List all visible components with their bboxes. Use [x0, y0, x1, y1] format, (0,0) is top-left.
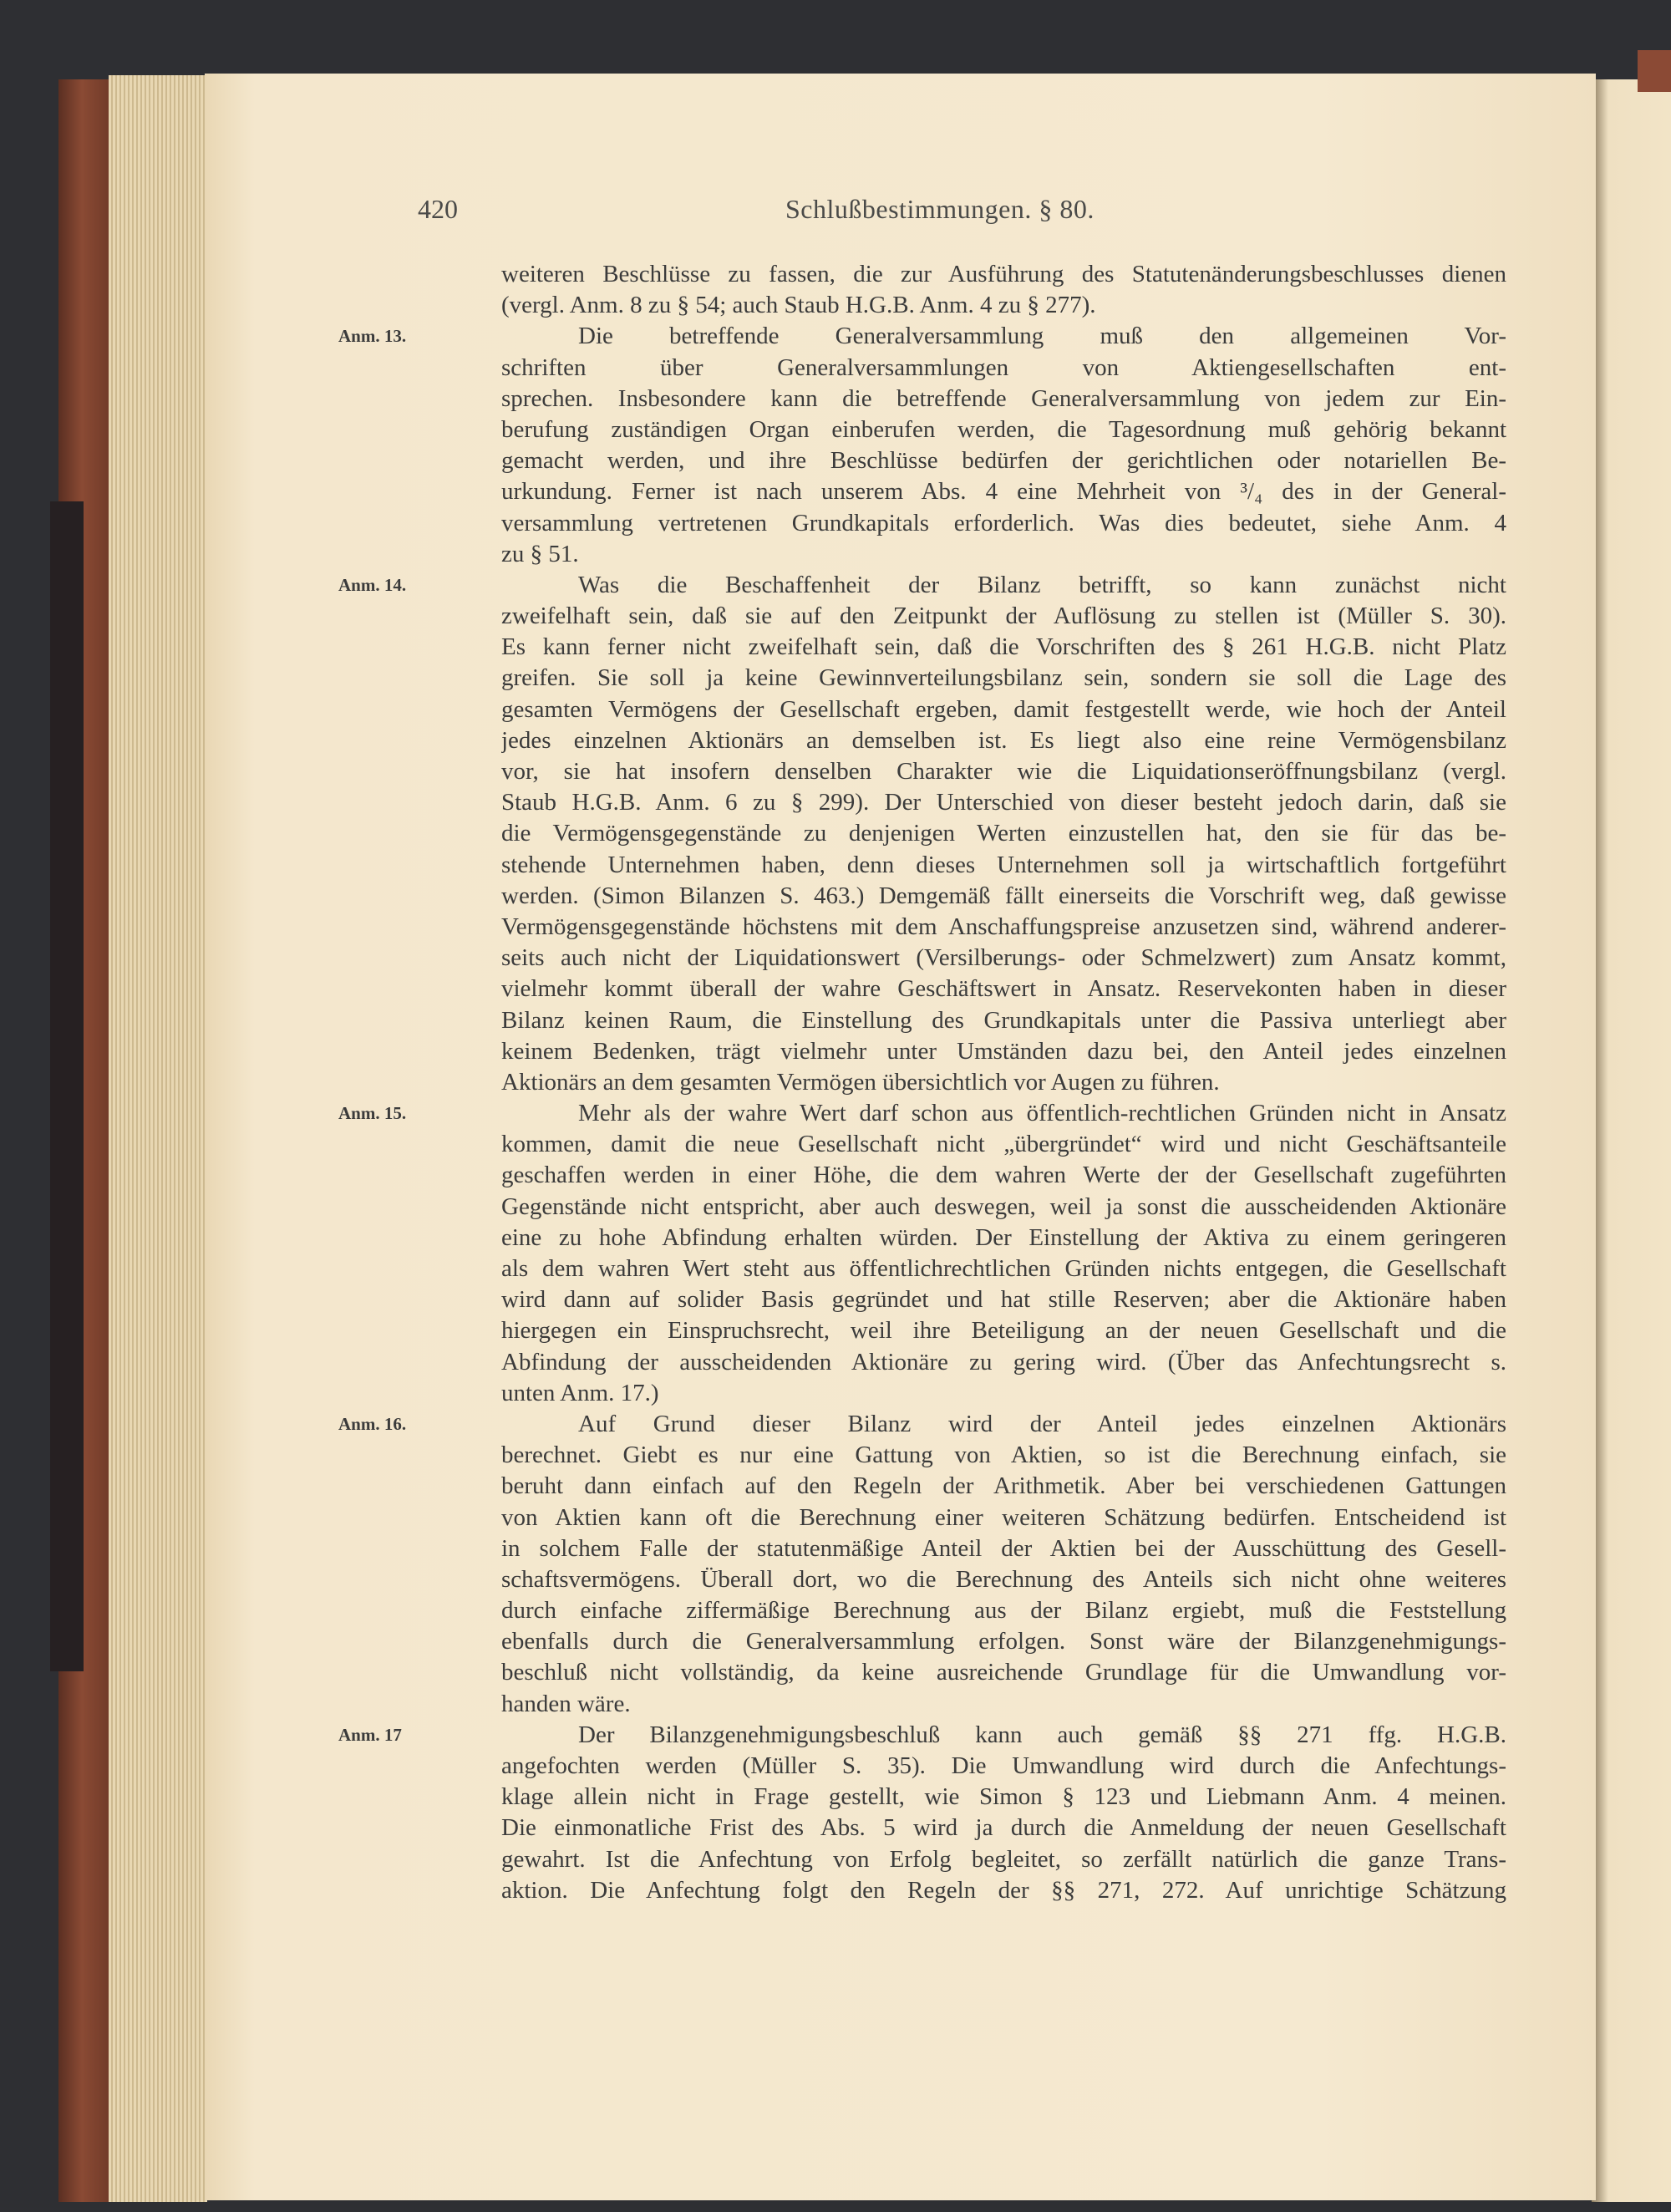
text-line: schriften über Generalversammlungen von Aktiengesellschaften ent-: [501, 353, 1506, 381]
text-line: zu § 51.: [501, 540, 579, 567]
text-line: beschluß nicht vollständig, da keine ausreichende Grundlage für die Umwandlung vor-: [501, 1659, 1506, 1686]
text-line: seits auch nicht der Liquidationswert (Versilberungs- oder Schmelzwert) zum Ansatz kommt,: [501, 944, 1506, 972]
text-line: versammlung vertretenen Grundkapitals erforderlich. Was dies bedeutet, siehe Anm. 4: [501, 509, 1506, 536]
text-line: als dem wahren Wert steht aus öffentlichrechtlichen Gründen nichts entgegen, die Gesellschaft: [501, 1255, 1506, 1282]
text-line: vor, sie hat insofern denselben Charakter wie die Liquidationseröffnungsbilanz (vergl.: [501, 758, 1506, 785]
running-head: Schlußbestimmungen. § 80.: [785, 194, 1095, 224]
text-line: in solchem Falle der statutenmäßige Anteil der Aktien bei der Ausschüttung des Gesell-: [501, 1534, 1506, 1562]
body-text: [338, 259, 1506, 1906]
cover-corner: [1638, 50, 1671, 92]
text-line: sprechen. Insbesondere kann die betreffende Generalversammlung von jedem zur Ein-: [501, 384, 1506, 412]
text-line: Auf Grund dieser Bilanz wird der Anteil jedes einzelnen Aktionärs: [578, 1410, 1506, 1437]
margin-note-label: Anm. 16.: [338, 1413, 407, 1434]
text-line: schaftsvermögens. Überall dort, wo die Berechnung des Anteils sich nicht ohne weiteres: [501, 1565, 1506, 1593]
text-line: kommen, damit die neue Gesellschaft nicht „übergründet“ wird und nicht Geschäftsanteile: [501, 1131, 1506, 1158]
text-line: berufung zuständigen Organ einberufen werden, die Tagesordnung muß gehörig bekannt: [501, 415, 1506, 443]
text-line: beruht dann einfach auf den Regeln der Arithmetik. Aber bei verschiedenen Gattungen: [501, 1472, 1506, 1500]
text-line: stehende Unternehmen haben, denn dieses Unternehmen soll ja wirtschaftlich fortgeführt: [501, 851, 1506, 878]
text-line: Staub H.G.B. Anm. 6 zu § 299). Der Unterschied von dieser besteht jedoch darin, daß sie: [501, 789, 1506, 816]
text-line: gewahrt. Ist die Anfechtung von Erfolg begleitet, so zerfällt natürlich die ganze Trans-: [501, 1845, 1506, 1873]
annotation-section: [338, 570, 1506, 1098]
text-line: von Aktien kann oft die Berechnung einer weiteren Schätzung bedürfen. Entscheidend ist: [501, 1503, 1506, 1531]
text-line: durch einfache ziffermäßige Berechnung aus der Bilanz ergiebt, muß die Feststellung: [501, 1597, 1506, 1625]
text-line: Aktionärs an dem gesamten Vermögen übersichtlich vor Augen zu führen.: [501, 1068, 1220, 1096]
text-line: Was die Beschaffenheit der Bilanz betrifft, so kann zunächst nicht: [578, 571, 1506, 598]
text-line: klage allein nicht in Frage gestellt, wie Simon § 123 und Liebmann Anm. 4 meinen.: [501, 1783, 1506, 1811]
facing-page-edge: [1592, 79, 1671, 2202]
text-line: berechnet. Giebt es nur eine Gattung von Aktien, so ist die Berechnung einfach, sie: [501, 1442, 1506, 1469]
text-line: unten Anm. 17.): [501, 1379, 659, 1406]
text-line: eine zu hohe Abfindung erhalten würden. Der Einstellung der Aktiva zu einem geringeren: [501, 1223, 1506, 1251]
text-line: Gegenstände nicht entspricht, aber auch deswegen, weil ja sonst die ausscheidenden Aktionäre: [501, 1192, 1506, 1220]
text-line: Der Bilanzgenehmigungsbeschluß kann auch gemäß §§ 271 ffg. H.G.B.: [578, 1721, 1506, 1748]
text-line: Abfindung der ausscheidenden Aktionäre zu gering wird. (Über das Anfechtungsrecht s.: [501, 1348, 1506, 1376]
text-line: hiergegen ein Einspruchsrecht, weil ihre Beteiligung an der neuen Gesellschaft und die: [501, 1317, 1506, 1345]
page-stack-edge: [109, 75, 207, 2202]
text-line: angefochten werden (Müller S. 35). Die Umwandlung wird durch die Anfechtungs-: [501, 1752, 1506, 1779]
annotation-section: [338, 1098, 1506, 1409]
annotation-section: [338, 1720, 1506, 1906]
text-line: wird dann auf solider Basis gegründet und hat stille Reserven; aber die Aktionäre haben: [501, 1286, 1506, 1314]
text-line: keinem Bedenken, trägt vielmehr unter Umständen dazu bei, den Anteil jedes einzelnen: [501, 1037, 1506, 1065]
text-line: Die einmonatliche Frist des Abs. 5 wird ja durch die Anmeldung der neuen Gesellschaft: [501, 1814, 1506, 1842]
text-line: Die betreffende Generalversammlung muß den allgemeinen Vor-: [578, 323, 1506, 350]
annotation-section: [501, 259, 1506, 321]
text-line: greifen. Sie soll ja keine Gewinnverteilungsbilanz sein, sondern sie soll die Lage des: [501, 664, 1506, 692]
text-line: handen wäre.: [501, 1690, 631, 1717]
text-line: zweifelhaft sein, daß sie auf den Zeitpunkt der Auflösung zu stellen ist (Müller S. 30).: [501, 603, 1506, 630]
text-line: Mehr als der wahre Wert darf schon aus öffentlich-rechtlichen Gründen nicht in Ansatz: [578, 1100, 1506, 1127]
text-line: aktion. Die Anfechtung folgt den Regeln der §§ 271, 272. Auf unrichtige Schätzung: [501, 1876, 1506, 1904]
text-line: weiteren Beschlüsse zu fassen, die zur Ausführung des Statutenänderungsbeschlusses dienen: [501, 261, 1506, 287]
text-line: die Vermögensgegenstände zu denjenigen Werten einzustellen hat, den sie für das be-: [501, 820, 1506, 847]
margin-note-label: Anm. 13.: [338, 326, 407, 347]
text-line: gesamten Vermögens der Gesellschaft ergeben, damit festgestellt werde, wie hoch der Anteil: [501, 695, 1506, 723]
page-number: 420: [418, 194, 458, 224]
text-line: ebenfalls durch die Generalversammlung erfolgen. Sonst wäre der Bilanzgenehmigungs-: [501, 1628, 1506, 1655]
annotation-section: [338, 321, 1506, 570]
text-line: geschaffen werden in einer Höhe, die dem wahren Werte der der Gesellschaft zugeführten: [501, 1162, 1506, 1189]
text-line: Es kann ferner nicht zweifelhaft sein, daß die Vorschriften des § 261 H.G.B. nicht Platz: [501, 633, 1506, 661]
text-line: vielmehr kommt überall der wahre Geschäftswert in Ansatz. Reservekonten haben in dieser: [501, 975, 1506, 1003]
text-line: werden. (Simon Bilanzen S. 463.) Demgemäß fällt einerseits die Vorschrift weg, daß gewisse: [501, 882, 1506, 909]
text-line: gemacht werden, und ihre Beschlüsse bedürfen der gerichtlichen oder notariellen Be-: [501, 447, 1506, 475]
text-line: Vermögensgegenstände höchstens mit dem Anschaffungspreise anzusetzen sind, während anderer-: [501, 913, 1506, 940]
annotation-section: [338, 1409, 1506, 1720]
margin-note-label: Anm. 14.: [338, 574, 407, 595]
text-line: Bilanz keinen Raum, die Einstellung des Grundkapitals unter die Passiva unterliegt aber: [501, 1006, 1506, 1034]
margin-note-label: Anm. 17: [338, 1724, 402, 1745]
margin-note-label: Anm. 15.: [338, 1103, 407, 1124]
text-line: (vergl. Anm. 8 zu § 54; auch Staub H.G.B. Anm. 4 zu § 277).: [501, 292, 1096, 319]
binding-shadow: [50, 501, 84, 1671]
text-line: jedes einzelnen Aktionärs an demselben ist. Es liegt also eine reine Vermögensbilanz: [501, 726, 1506, 754]
text-line: urkundung. Ferner ist nach unserem Abs. 4 eine Mehrheit von ³/₄ des in der General-: [501, 478, 1506, 506]
